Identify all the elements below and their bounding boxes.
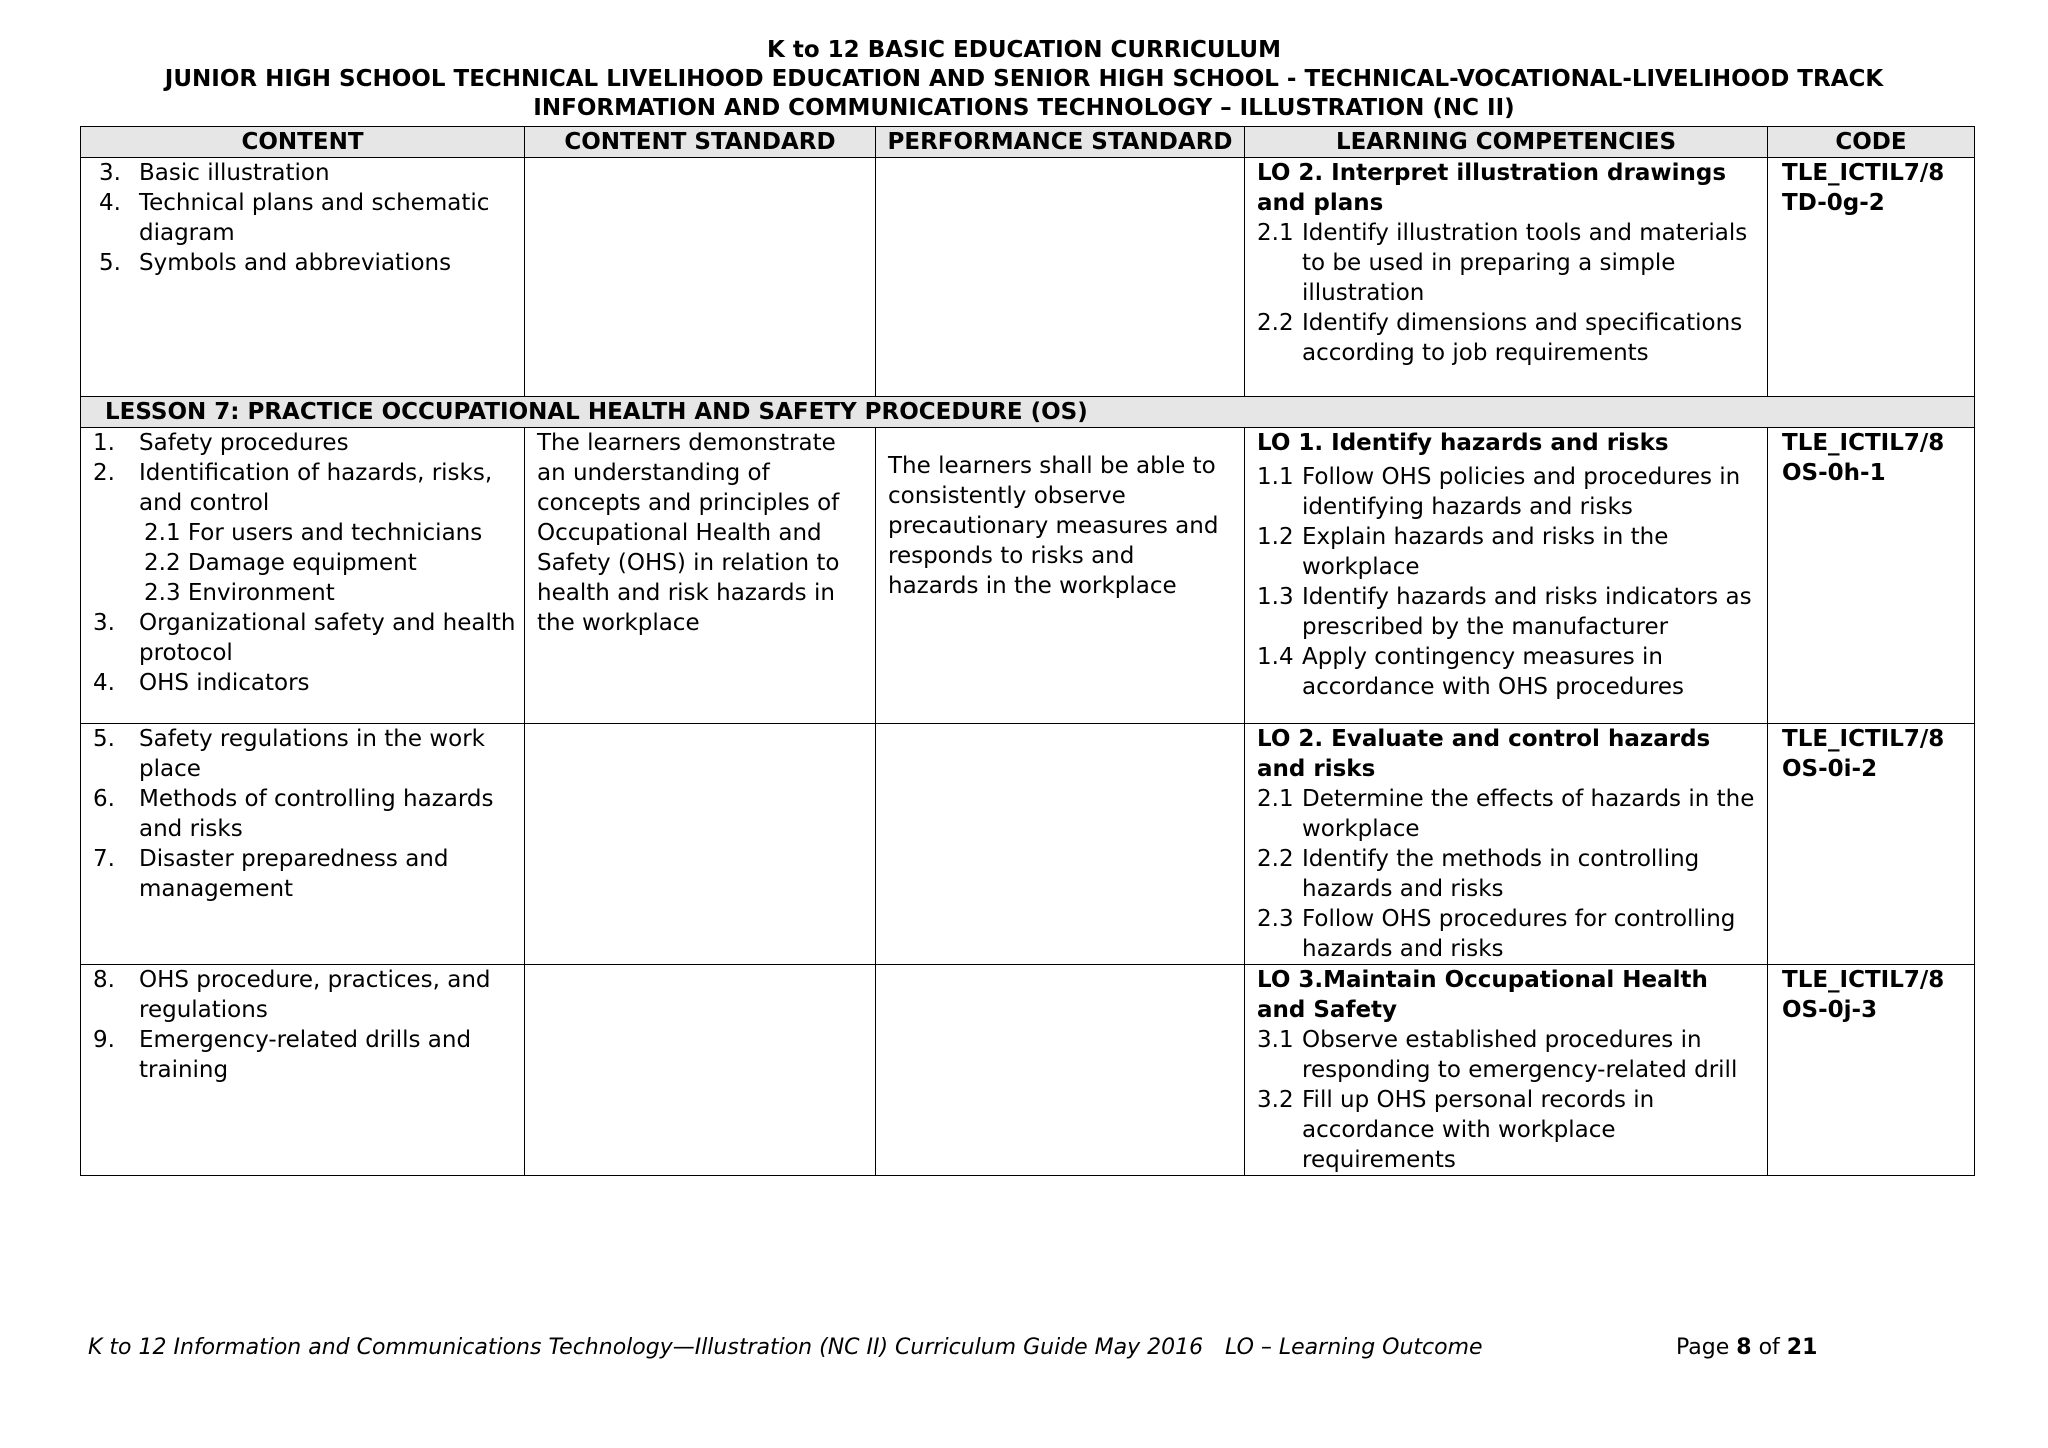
performance-standard-cell <box>876 428 1245 724</box>
code-cell <box>1768 428 1975 724</box>
lo-text: Fill up OHS personal records in accordance with workplace requirements <box>1302 1087 1655 1173</box>
lo-item <box>1257 844 1755 904</box>
lo-text: Determine the effects of hazards in the workplace <box>1302 786 1755 842</box>
content-standard-cell <box>525 428 876 724</box>
lo-title: LO 3.Maintain Occupational Health and Safety <box>1257 967 1708 1023</box>
table-row <box>81 724 1975 965</box>
item-number: 3. <box>99 160 121 186</box>
performance-standard-cell <box>876 158 1245 397</box>
content-cell <box>81 724 525 965</box>
item-number: 5. <box>93 726 115 752</box>
competencies-cell <box>1245 158 1768 397</box>
lo-number: 1.1 <box>1257 464 1294 490</box>
header-program: INFORMATION AND COMMUNICATIONS TECHNOLOGY – ILLUSTRATION (NC II) <box>533 95 1515 121</box>
content-cell <box>81 158 525 397</box>
competencies-cell <box>1245 428 1768 724</box>
page-current: 8 <box>1736 1335 1752 1360</box>
item-text: Safety regulations in the work place <box>139 726 485 782</box>
lo-text: Apply contingency measures in accordance with OHS procedures <box>1302 644 1684 700</box>
table-row <box>81 158 1975 397</box>
footer-page-number <box>1676 1333 1817 1363</box>
code-line: OS-0h-1 <box>1782 460 1886 486</box>
col-header-content-standard: CONTENT STANDARD <box>525 127 876 158</box>
content-item <box>81 458 524 518</box>
lo-item <box>1257 522 1755 582</box>
content-item <box>81 784 524 844</box>
lo-item <box>1257 784 1755 844</box>
content-item <box>81 965 524 1025</box>
content-item <box>81 158 524 188</box>
competencies-cell <box>1245 965 1768 1176</box>
item-text: Identification of hazards, risks, and control <box>139 460 493 516</box>
item-text: Technical plans and schematic diagram <box>139 190 490 246</box>
lo-title: LO 2. Interpret illustration drawings and plans <box>1257 160 1727 216</box>
document-header <box>0 36 2048 123</box>
item-text: Basic illustration <box>139 160 330 186</box>
content-item <box>81 1025 524 1085</box>
lesson-row <box>81 397 1975 428</box>
performance-standard-text: The learners shall be able to consistently observe precautionary measures and responds to risks and hazards in the workplace <box>888 453 1219 599</box>
content-standard-cell <box>525 158 876 397</box>
content-standard-cell <box>525 965 876 1176</box>
lo-number: 2.1 <box>1257 786 1294 812</box>
lo-number: 2.3 <box>1257 906 1294 932</box>
lo-item <box>1257 904 1755 964</box>
col-header-learning-competencies: LEARNING COMPETENCIES <box>1245 127 1768 158</box>
content-cell <box>81 428 525 724</box>
code-line: TLE_ICTIL7/8 <box>1782 967 1945 993</box>
content-item <box>81 724 524 784</box>
code-line: TLE_ICTIL7/8 <box>1782 160 1945 186</box>
item-text: Disaster preparedness and management <box>139 846 449 902</box>
item-number: 6. <box>93 786 115 812</box>
item-number: 4. <box>99 190 121 216</box>
item-number: 1. <box>93 430 115 456</box>
footer-lo-note: LO – Learning Outcome <box>1225 1335 1483 1360</box>
content-item <box>81 248 524 278</box>
item-text: Symbols and abbreviations <box>139 250 452 276</box>
lo-text: Follow OHS policies and procedures in identifying hazards and risks <box>1302 464 1741 520</box>
content-cell <box>81 965 525 1176</box>
code-cell <box>1768 724 1975 965</box>
code-line: TD-0g-2 <box>1782 190 1885 216</box>
competencies-cell <box>1245 724 1768 965</box>
col-header-content: CONTENT <box>81 127 525 158</box>
lo-number: 3.2 <box>1257 1087 1294 1113</box>
table-row <box>81 965 1975 1176</box>
lo-text: Observe established procedures in responding to emergency-related drill <box>1302 1027 1738 1083</box>
lo-text: Explain hazards and risks in the workplace <box>1302 524 1669 580</box>
content-item <box>81 608 524 668</box>
item-number: 7. <box>93 846 115 872</box>
content-subitem: 2.2 Damage equipment <box>144 550 417 576</box>
lo-item <box>1257 642 1755 702</box>
lo-item <box>1257 582 1755 642</box>
content-subitem: 2.3 Environment <box>144 580 335 606</box>
col-header-performance-standard: PERFORMANCE STANDARD <box>876 127 1245 158</box>
lo-number: 1.4 <box>1257 644 1294 670</box>
item-text: Emergency-related drills and training <box>139 1027 472 1083</box>
performance-standard-cell <box>876 965 1245 1176</box>
code-line: OS-0i-2 <box>1782 756 1878 782</box>
lo-number: 2.1 <box>1257 220 1294 246</box>
lo-number: 2.2 <box>1257 846 1294 872</box>
page-total: 21 <box>1786 1335 1818 1360</box>
page-of: of <box>1758 1335 1780 1360</box>
content-subitem: 2.1 For users and technicians <box>144 520 483 546</box>
content-standard-cell <box>525 724 876 965</box>
page-prefix: Page <box>1676 1335 1730 1360</box>
lesson-title: LESSON 7: PRACTICE OCCUPATIONAL HEALTH AND SAFETY PROCEDURE (OS) <box>81 397 1975 428</box>
lo-item <box>1257 308 1755 368</box>
lo-text: Follow OHS procedures for controlling hazards and risks <box>1302 906 1736 962</box>
item-number: 4. <box>93 670 115 696</box>
curriculum-table <box>80 126 1975 1176</box>
item-number: 8. <box>93 967 115 993</box>
content-item <box>81 668 524 698</box>
lo-text: Identify illustration tools and materials to be used in preparing a simple illustration <box>1302 220 1748 306</box>
content-item <box>81 428 524 458</box>
lo-item <box>1257 1025 1755 1085</box>
code-line: TLE_ICTIL7/8 <box>1782 430 1945 456</box>
code-line: OS-0j-3 <box>1782 997 1878 1023</box>
lo-number: 3.1 <box>1257 1027 1294 1053</box>
item-number: 9. <box>93 1027 115 1053</box>
table-row <box>81 428 1975 724</box>
lo-title: LO 1. Identify hazards and risks <box>1257 430 1669 456</box>
lo-item <box>1257 1085 1755 1175</box>
lo-text: Identify hazards and risks indicators as prescribed by the manufacturer <box>1302 584 1752 640</box>
lo-number: 1.2 <box>1257 524 1294 550</box>
content-standard-text: The learners demonstrate an understanding of concepts and principles of Occupational Health and Safety (OHS) in relation to health and risk hazards in the workplace <box>537 430 840 636</box>
code-line: TLE_ICTIL7/8 <box>1782 726 1945 752</box>
content-item <box>81 188 524 248</box>
lo-text: Identify the methods in controlling hazards and risks <box>1302 846 1700 902</box>
lo-item <box>1257 218 1755 308</box>
code-cell <box>1768 965 1975 1176</box>
footer-guide-title: K to 12 Information and Communications Technology—Illustration (NC II) Curriculum Guide May 2016 <box>88 1335 1204 1360</box>
item-number: 5. <box>99 250 121 276</box>
lo-text: Identify dimensions and specifications according to job requirements <box>1302 310 1743 366</box>
table-header-row <box>81 127 1975 158</box>
item-text: OHS indicators <box>139 670 310 696</box>
header-title: K to 12 BASIC EDUCATION CURRICULUM <box>767 37 1281 63</box>
item-number: 2. <box>93 460 115 486</box>
code-cell <box>1768 158 1975 397</box>
lo-number: 2.2 <box>1257 310 1294 336</box>
item-number: 3. <box>93 610 115 636</box>
item-text: Organizational safety and health protocol <box>139 610 516 666</box>
performance-standard-cell <box>876 724 1245 965</box>
lo-number: 1.3 <box>1257 584 1294 610</box>
lo-title: LO 2. Evaluate and control hazards and risks <box>1257 726 1711 782</box>
content-item <box>81 844 524 904</box>
lo-item <box>1257 462 1755 522</box>
col-header-code: CODE <box>1768 127 1975 158</box>
header-subtitle: JUNIOR HIGH SCHOOL TECHNICAL LIVELIHOOD EDUCATION AND SENIOR HIGH SCHOOL - TECHNICAL-VOCATIONAL-LIVELIHOOD TRACK <box>164 66 1884 92</box>
item-text: Methods of controlling hazards and risks <box>139 786 494 842</box>
item-text: OHS procedure, practices, and regulations <box>139 967 491 1023</box>
item-text: Safety procedures <box>139 430 349 456</box>
